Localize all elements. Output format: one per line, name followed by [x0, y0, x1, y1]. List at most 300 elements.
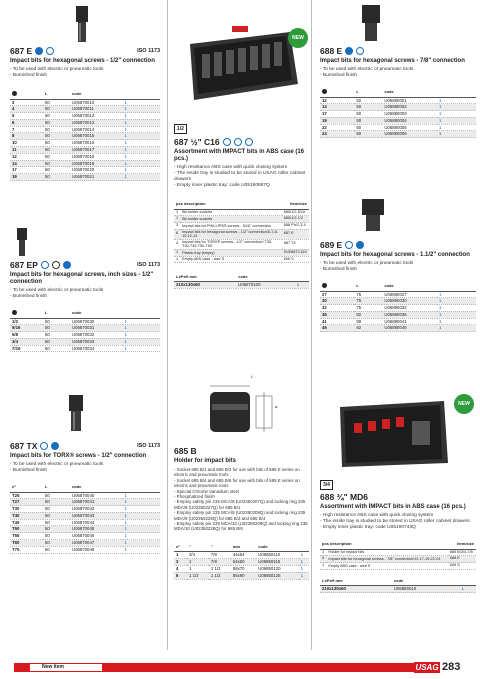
table-cell: 1: [123, 318, 161, 325]
table-cell: 3/4: [187, 552, 209, 559]
table-cell: T70: [10, 546, 43, 553]
hex-size-icon: [12, 91, 17, 96]
table-cell: 3: [174, 559, 187, 566]
bullet: - Employ safety pin 235 MCA/9 (U02350208Q) and locking ring 235 MDA/9 (U02350228Q) for 685 B/3 and 685 B/4: [174, 510, 306, 521]
table-cell: U06870021: [70, 174, 123, 181]
table-row: [10, 119, 160, 126]
table-cell: T30: [10, 506, 43, 513]
col-header-item: item/size: [282, 199, 309, 209]
table-cell: 54x60: [231, 559, 256, 566]
table-cell: 1/2: [10, 318, 43, 325]
table-cell: U06870040: [70, 492, 123, 499]
table-cell: 50: [43, 167, 70, 174]
table-cell: 1: [437, 97, 476, 104]
table-cell: 688 Ph/2-3-4: [282, 223, 309, 230]
table-cell: T50: [10, 526, 43, 533]
table-cell: 50: [43, 147, 70, 154]
table-cell: T27: [10, 499, 43, 506]
product-image-687c16: [178, 22, 302, 106]
product-code: 688 ¾" MD6: [320, 492, 368, 502]
table-row: [320, 104, 476, 111]
table-cell: 50: [354, 131, 382, 138]
table-cell: 1: [123, 174, 161, 181]
table-cell: 6: [174, 572, 187, 579]
table-row: [10, 345, 160, 352]
bullet: - High resistance ABS case with quick closing system: [320, 513, 434, 518]
table-cell: T55: [10, 533, 43, 540]
product-code: 687 EP: [10, 260, 38, 270]
product-title: Assortment with IMPACT bits in ABS case (16 pcs.): [320, 504, 466, 510]
col-header-code: code: [382, 281, 437, 291]
table-cell: 10: [10, 140, 43, 147]
table-cell: 5: [320, 556, 326, 563]
table-cell: 50: [43, 546, 70, 553]
col-header-length: L: [43, 308, 70, 318]
bullet: - Burnished finish: [10, 73, 48, 78]
product-title: Impact bits for hexagonal screws - 1.1/2" connection: [320, 252, 470, 258]
size-qty: 1: [460, 586, 476, 593]
table-cell: U06880003: [382, 111, 437, 118]
col-header-code: code: [382, 87, 437, 97]
bullet: - The inside tray is studied to be stored in USAG roller cabinet drawers: [174, 171, 306, 182]
table-cell: 1: [123, 126, 161, 133]
table-cell: 1: [123, 533, 161, 540]
col-header-logo: [123, 482, 161, 492]
table-row: [10, 526, 160, 533]
table-cell: 9/16: [10, 325, 43, 332]
table-cell: 1: [123, 325, 161, 332]
table-row: [320, 131, 476, 138]
table-row: [174, 229, 309, 239]
table-cell: 1: [123, 167, 161, 174]
table-cell: 50: [43, 533, 70, 540]
table-cell: U06870032: [70, 332, 123, 339]
table-cell: 1: [320, 563, 326, 570]
table-cell: 50: [43, 160, 70, 167]
table-cell: 50: [43, 540, 70, 547]
table-cell: 1: [123, 506, 161, 513]
table-cell: 50: [43, 492, 70, 499]
bullet: - The inside tray is studied to be stored in USAG roller cabinet drawers: [320, 519, 470, 524]
product-title: Impact bits for TORX® screws - 1/2" connection: [10, 453, 147, 459]
bullet: - Empty inner plastic tray: code U05190687Q: [174, 183, 270, 188]
table-cell: 6: [174, 229, 180, 239]
table-cell: 1: [437, 124, 476, 131]
col-header-logo: [123, 89, 161, 99]
table-cell: 1: [123, 492, 161, 499]
table-cell: U06880001: [382, 97, 437, 104]
brand-logo: USAG: [415, 663, 439, 672]
hex-icon: [41, 261, 49, 269]
product-image-685b: [192, 370, 292, 442]
col-header-dimensions: LxPxH mm: [174, 271, 236, 281]
product-code: 687 E: [10, 46, 33, 56]
size-code: U06870100: [236, 281, 295, 288]
table-cell: 30: [320, 298, 354, 305]
size-code: U06880010: [392, 586, 460, 593]
bullet: - Burnished finish: [10, 468, 48, 473]
torx-bit-icon: [65, 395, 87, 433]
table-cell: U06880005: [382, 124, 437, 131]
col-header-code: code: [70, 308, 123, 318]
table-cell: 687 TX: [282, 239, 309, 249]
table-cell: 1: [299, 552, 309, 559]
table-row: [10, 533, 160, 540]
impact-icon: [356, 241, 364, 249]
bullet: - High resistance ABS case with quick closing system: [174, 165, 288, 170]
iso-label: ISO 1173: [137, 443, 160, 449]
table-row: [320, 305, 476, 312]
table-cell: U06870014: [70, 126, 123, 133]
bullet: - To be used with electric or pneumatic tools: [10, 288, 104, 293]
table-cell: 1: [123, 526, 161, 533]
table-cell: U06870018: [70, 153, 123, 160]
table-row: [320, 298, 476, 305]
product-image-687ep: [12, 228, 32, 256]
page-number: 283: [442, 661, 461, 673]
abs-case-icon: [180, 24, 300, 104]
table-row: [320, 97, 476, 104]
table-row: [174, 209, 309, 216]
table-row: [10, 160, 160, 167]
table-cell: 82: [354, 325, 382, 332]
table-cell: 7/16: [10, 345, 43, 352]
size-value: 210x130x60: [320, 586, 392, 593]
bullet: - Empty inner plastic tray: code U05190743Q: [320, 525, 416, 530]
table-cell: 50: [43, 506, 70, 513]
table-cell: 7/8: [209, 552, 231, 559]
table-cell: U06870012: [70, 113, 123, 120]
table-row: [10, 332, 160, 339]
table-cell: 1: [123, 106, 161, 113]
table-cell: 685 B/3/4-7/8: [448, 549, 476, 556]
table-cell: 50: [354, 111, 382, 118]
table-row: [10, 140, 160, 147]
table-cell: 1: [123, 546, 161, 553]
table-row: [10, 546, 160, 553]
table-cell: 1: [187, 565, 209, 572]
table-cell: 1: [437, 117, 476, 124]
table-cell: U06890027: [382, 291, 437, 298]
table-cell: T60: [10, 540, 43, 547]
table-cell: 1: [437, 291, 476, 298]
table-row: [320, 311, 476, 318]
table-cell: U06870020: [70, 167, 123, 174]
table-cell: Bit-holder sockets: [180, 216, 282, 223]
table-cell: 75: [354, 291, 382, 298]
col-header-dims: mm: [231, 542, 256, 552]
table-cell: 50: [354, 117, 382, 124]
table-cell: 3: [174, 223, 180, 230]
bullet: - Employ safety pin 235 MCA/10 (U02350209Q) and locking ring 235 MDA/10 (U02350229Q) for 685 B/6: [174, 521, 308, 532]
product-title: Impact bits for hexagonal screws - 1/2" connection: [10, 58, 155, 64]
table-row: [320, 556, 476, 563]
table-687e: [10, 89, 160, 181]
table-cell: 11: [10, 147, 43, 154]
table-row: [320, 117, 476, 124]
table-cell: U06870033: [70, 338, 123, 345]
table-cell: Empty ABS case - size S: [180, 256, 282, 263]
table-cell: 50: [354, 124, 382, 131]
table-cell: 1: [123, 332, 161, 339]
table-row: [320, 325, 476, 332]
table-cell: 1: [123, 160, 161, 167]
table-row: [10, 167, 160, 174]
hex-size-icon: [322, 283, 327, 288]
table-cell: U06870017: [70, 147, 123, 154]
bullet: - To be used with electric or pneumatic tools: [320, 261, 414, 266]
table-689e: [320, 281, 476, 332]
table-cell: 12: [320, 97, 354, 104]
col-header-inch-a: ": [187, 542, 209, 552]
impact-icon: [35, 47, 43, 55]
table-cell: U06870015: [70, 133, 123, 140]
table-cell: 1: [320, 549, 326, 556]
new-item-legend: New item: [30, 664, 102, 671]
table-row: [10, 506, 160, 513]
impact-icon: [345, 47, 353, 55]
col-header-code: code: [392, 576, 460, 586]
table-cell: Impact bits for PHILLIPS® screws - 5/16" connection: [180, 223, 282, 230]
torx-icon: [40, 442, 48, 450]
table-cell: U06870047: [70, 540, 123, 547]
col-header-item: item/size: [448, 539, 476, 549]
table-cell: U06870034: [70, 345, 123, 352]
table-cell: 50: [43, 338, 70, 345]
table-cell: 1: [174, 216, 180, 223]
col-header-logo: [295, 271, 309, 281]
table-cell: 50: [43, 332, 70, 339]
table-cell: 1: [437, 311, 476, 318]
hex-bit-icon: [14, 228, 30, 256]
table-cell: Impact bits for TORX® screws - 1/2" connection/ T30-T40-T45-T50-T55: [180, 239, 282, 249]
product-code: 688 E: [320, 46, 343, 56]
table-cell: U06870045: [70, 526, 123, 533]
col-header-logo: [123, 308, 161, 318]
hex-icon: [223, 138, 231, 146]
table-cell: 46: [320, 325, 354, 332]
table-cell: 14: [10, 160, 43, 167]
col-header-size: n°: [10, 482, 43, 492]
col-header-pcs-description: pcs description: [174, 199, 282, 209]
table-cell: 1: [123, 99, 161, 106]
table-cell: 50: [43, 99, 70, 106]
table-cell: T45: [10, 519, 43, 526]
product-image-688md6: [330, 396, 454, 470]
hex-bit-icon: [72, 6, 92, 42]
col-header-code: code: [256, 542, 298, 552]
iso-label: ISO 1173: [137, 48, 160, 54]
table-cell: 1: [123, 512, 161, 519]
table-row: [174, 572, 309, 579]
table-688md6-contents: [320, 539, 476, 570]
impact-icon: [63, 261, 71, 269]
iso-label: ISO 1173: [137, 262, 160, 268]
table-cell: U06870042: [70, 506, 123, 513]
table-cell: 58x70: [231, 565, 256, 572]
col-header-length: L: [354, 87, 382, 97]
table-cell: 50: [354, 104, 382, 111]
table-cell: Impact bits for hexagonal screws - 7/8" connection/12-17-19-22-24: [326, 556, 447, 563]
table-row: [174, 552, 309, 559]
table-cell: 606 S: [448, 563, 476, 570]
table-cell: 1: [437, 131, 476, 138]
table-cell: 6: [10, 119, 43, 126]
table-cell: U06870019: [70, 160, 123, 167]
table-cell: U06890030: [382, 298, 437, 305]
table-cell: 1: [437, 298, 476, 305]
table-row: [10, 492, 160, 499]
table-cell: 50: [43, 499, 70, 506]
table-cell: 7: [10, 126, 43, 133]
col-header-logo: [299, 542, 309, 552]
table-cell: 1: [299, 559, 309, 566]
table-cell: 1: [123, 140, 161, 147]
table-cell: 50: [43, 119, 70, 126]
hex-bit-icon: [358, 5, 384, 41]
table-cell: 50: [43, 113, 70, 120]
table-cell: 88: [354, 318, 382, 325]
table-cell: 22: [320, 124, 354, 131]
table-cell: U06850110: [256, 552, 298, 559]
table-cell: U06850115: [256, 559, 298, 566]
table-cell: 27: [320, 291, 354, 298]
dimension-l-label: L: [251, 374, 254, 379]
table-cell: T40: [10, 512, 43, 519]
col-header-logo: [437, 87, 476, 97]
table-cell: 32: [320, 305, 354, 312]
table-cell: U06890046: [382, 325, 437, 332]
table-cell: U06870048: [70, 546, 123, 553]
table-cell: 19: [320, 117, 354, 124]
table-cell: 5/8: [10, 332, 43, 339]
phillips-icon: [245, 138, 253, 146]
table-cell: 3/4: [10, 338, 43, 345]
table-cell: 50: [43, 153, 70, 160]
table-cell: 75: [354, 305, 382, 312]
connection-label: 3/4: [320, 480, 333, 490]
table-row: [174, 559, 309, 566]
page-footer: [0, 663, 480, 673]
bullet: - Phosphatized finish: [174, 494, 215, 500]
table-cell: 50: [43, 512, 70, 519]
table-cell: 1: [123, 338, 161, 345]
table-cell: 1: [299, 565, 309, 572]
product-title: Impact bits for hexagonal screws, inch sizes - 1/2" connection: [10, 272, 154, 285]
table-cell: 17: [10, 167, 43, 174]
table-cell: 1: [123, 153, 161, 160]
table-cell: 50: [43, 140, 70, 147]
table-cell: U06870043: [70, 512, 123, 519]
table-cell: 85x90: [231, 572, 256, 579]
table-row: [10, 512, 160, 519]
table-688md6-size: [320, 576, 476, 593]
hex-icon: [356, 47, 364, 55]
table-687ep: [10, 308, 160, 352]
table-cell: U06870046: [70, 533, 123, 540]
table-row: [174, 249, 309, 256]
col-header-dimensions: LxPxH mm: [320, 576, 392, 586]
table-cell: U06850120: [256, 565, 298, 572]
bullet: - Burnished finish: [320, 267, 358, 272]
table-cell: U06870044: [70, 519, 123, 526]
table-cell: 3: [10, 99, 43, 106]
table-cell: U06880002: [382, 104, 437, 111]
table-cell: 1: [437, 111, 476, 118]
col-header-pcs-description: pcs description: [320, 539, 448, 549]
table-cell: 1: [123, 499, 161, 506]
table-cell: 7/8: [209, 559, 231, 566]
product-image-688e: [356, 4, 386, 42]
col-header-logo: [437, 281, 476, 291]
bullet: - Burnished finish: [320, 73, 358, 78]
hex-size-icon: [12, 310, 17, 315]
table-cell: 1 1/2: [209, 572, 231, 579]
bullet: - To be used with electric or pneumatic tools: [10, 462, 104, 467]
col-header-length: L: [43, 89, 70, 99]
col-header-code: code: [236, 271, 295, 281]
table-cell: Empty ABS case - size S: [326, 563, 447, 570]
abs-case-icon: [332, 397, 452, 469]
hex-icon: [345, 241, 353, 249]
bullet: - To be used with electric or pneumatic tools: [10, 67, 104, 72]
product-code: 685 B: [174, 446, 197, 456]
product-title: Holder for impact bits: [174, 458, 237, 464]
table-cell: 688 E: [448, 556, 476, 563]
table-cell: 82: [354, 311, 382, 318]
table-row: [10, 318, 160, 325]
table-cell: U06870016: [70, 140, 123, 147]
table-688e: [320, 87, 476, 138]
table-row: [320, 318, 476, 325]
dimension-d-label: ø: [275, 404, 278, 409]
table-cell: 4: [174, 565, 187, 572]
table-687c16-contents: [174, 199, 309, 263]
table-cell: U06880006: [382, 131, 437, 138]
impact-icon: [51, 442, 59, 450]
table-cell: 1: [123, 345, 161, 352]
table-cell: 41: [320, 318, 354, 325]
table-cell: U06870013: [70, 119, 123, 126]
table-cell: 17: [320, 111, 354, 118]
table-cell: 1 1/2: [187, 572, 209, 579]
bullet: - Socket 685 B/1 and 685 B/3 for use with bits of 688 E series on electric and pneumatic tools: [174, 467, 300, 478]
table-cell: 5: [10, 113, 43, 120]
product-image-689e: [356, 198, 392, 232]
col-header-code: code: [70, 482, 123, 492]
table-cell: 50: [43, 325, 70, 332]
table-cell: 50: [43, 126, 70, 133]
table-cell: 50: [43, 133, 70, 140]
table-cell: 8: [10, 133, 43, 140]
table-row: [10, 153, 160, 160]
table-cell: 1: [123, 113, 161, 120]
table-cell: 50: [354, 97, 382, 104]
col-header-logo: [460, 576, 476, 586]
new-badge: NEW: [288, 28, 308, 48]
table-cell: 50: [43, 345, 70, 352]
table-cell: T25: [10, 492, 43, 499]
table-685b: [174, 542, 309, 580]
new-badge: NEW: [454, 394, 474, 414]
bullet: - Socket 685 B/4 and 685 B/6 for use with bits of 689 E series on electric and pneumatic tools: [174, 477, 300, 489]
table-cell: 75: [354, 298, 382, 305]
table-row: [320, 111, 476, 118]
table-cell: U06870031: [70, 325, 123, 332]
product-code: 689 E: [320, 240, 343, 250]
product-title: Impact bits for hexagonal screws - 7/8" connection: [320, 58, 465, 64]
table-cell: Plastic tray (empty): [180, 249, 282, 256]
